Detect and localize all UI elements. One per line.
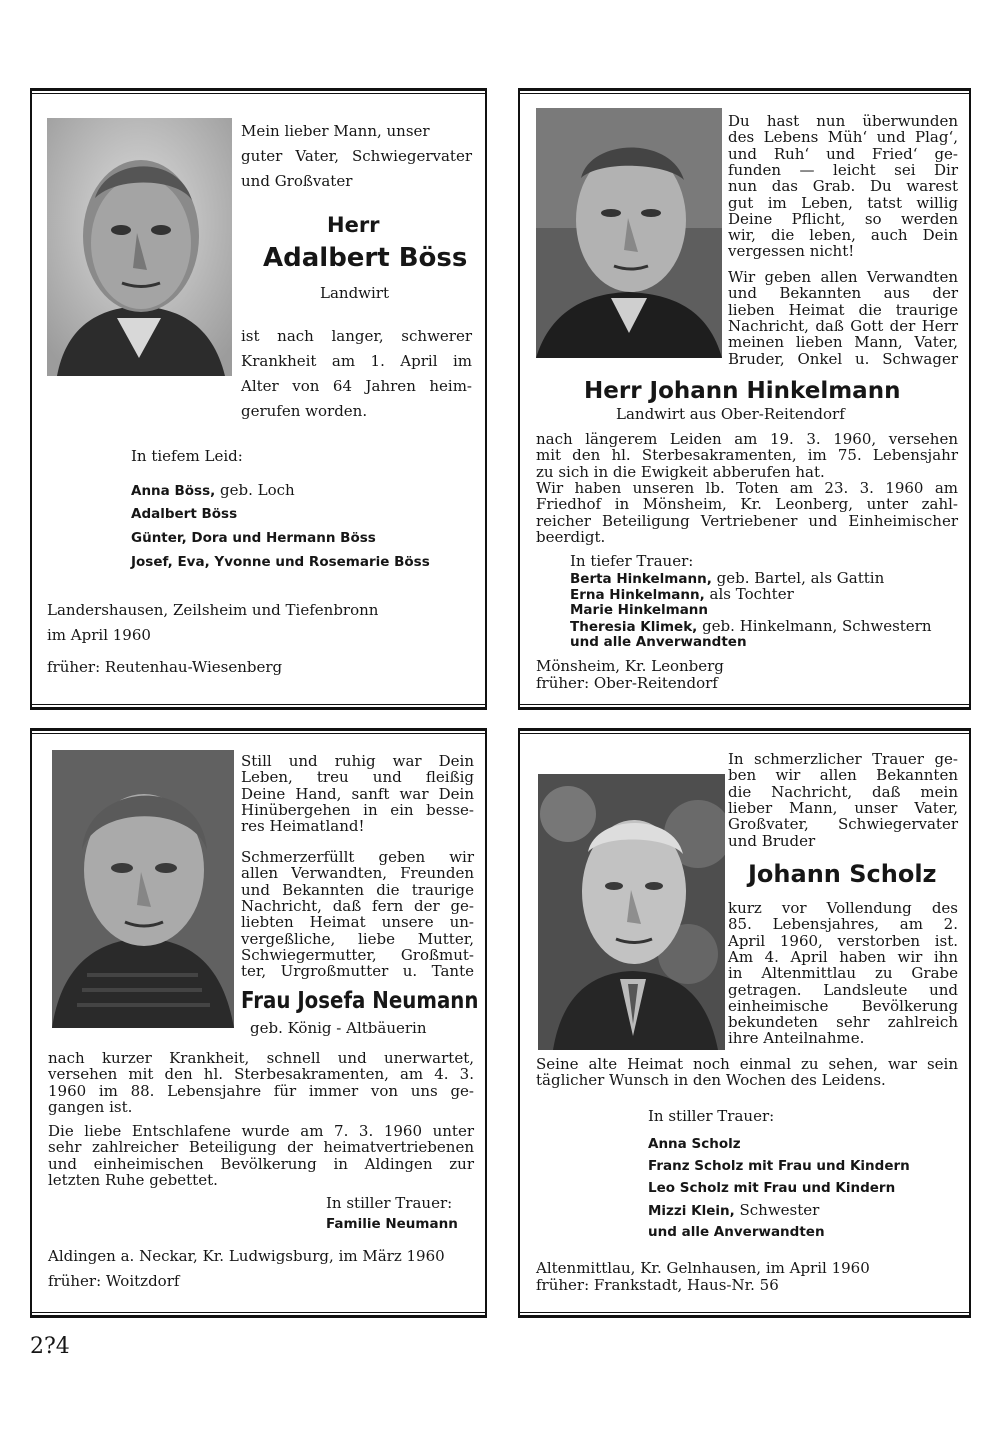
- date: im April 1960: [47, 626, 151, 644]
- body-line-1: nach längerem Leiden am 19. 3. 1960, versehen: [536, 430, 958, 448]
- body2-line-1: Seine alte Heimat noch einmal zu sehen, war sein: [536, 1055, 958, 1073]
- poem-line-9: vergessen nicht!: [728, 242, 855, 261]
- intro-line-6: und Bruder: [728, 831, 816, 850]
- announcement-line-3: lieben Heimat die traurige: [728, 300, 958, 319]
- portrait-photo: [536, 108, 722, 358]
- body-line-3: April 1960, verstorben ist.: [728, 931, 958, 950]
- frame-right: [969, 728, 971, 1318]
- deceased-name: Herr Johann Hinkelmann: [584, 378, 901, 404]
- announcement-line-5: meinen lieben Mann, Vater,: [728, 333, 958, 352]
- poem-line-4: Hinübergehen in ein besse-: [241, 800, 474, 819]
- announcement-line-2: allen Verwandten, Freunden: [241, 864, 474, 883]
- announcement-line-1: Schmerzerfüllt geben wir: [241, 848, 474, 866]
- frame-right: [485, 88, 487, 710]
- body-line-3: zu sich in die Ewigkeit abberufen hat.: [536, 462, 825, 481]
- intro-line-5: Großvater, Schwiegervater: [728, 815, 958, 834]
- mourner-5: und alle Anverwandten: [648, 1224, 825, 1240]
- body-line-8: bekundeten sehr zahlreich: [728, 1013, 958, 1032]
- body-line-6: getragen. Landsleute und: [728, 980, 958, 999]
- body-line-2: mit den hl. Sterbesakramenten, im 75. Lebensjahr: [536, 446, 958, 465]
- mourner-3: Günter, Dora und Hermann Böss: [131, 530, 376, 546]
- body-line-3: 1960 im 88. Lebensjahre für immer von uns ge-: [48, 1081, 474, 1100]
- place: Altenmittlau, Kr. Gelnhausen, im April 1960: [536, 1259, 870, 1277]
- grief-heading: In tiefem Leid:: [131, 447, 243, 465]
- profession: Landwirt aus Ober-Reitendorf: [616, 405, 845, 423]
- body-line-6: reicher Beteiligung Vertriebener und Einheimischer: [536, 511, 958, 530]
- poem-line-5: res Heimatland!: [241, 817, 365, 836]
- mourner-1-name: Berta Hinkelmann,: [570, 571, 712, 587]
- frame-bottom-thin: [30, 704, 487, 705]
- mourner-1: Anna Scholz: [648, 1136, 741, 1152]
- mourner-4-detail: Schwester: [734, 1201, 820, 1219]
- intro-line-1: Mein lieber Mann, unser: [241, 122, 430, 140]
- body-line-1: kurz vor Vollendung des: [728, 899, 958, 917]
- portrait-woman-icon: [52, 750, 234, 1028]
- portrait-man-icon: [47, 118, 232, 376]
- body-line-4: gerufen worden.: [241, 402, 368, 420]
- body-line-1: ist nach langer, schwerer: [241, 327, 472, 345]
- body-line-7: beerdigt.: [536, 527, 606, 546]
- mourner-2: Adalbert Böss: [131, 506, 238, 522]
- frame-bottom: [518, 1315, 971, 1318]
- frame-right: [969, 88, 971, 710]
- place: Mönsheim, Kr. Leonberg: [536, 657, 724, 675]
- announcement-line-7: Schwiegermutter, Großmut-: [241, 945, 474, 964]
- intro-line-4: lieber Mann, unser Vater,: [728, 798, 958, 817]
- frame-bottom-thin: [518, 704, 971, 705]
- frame-left: [518, 728, 520, 1318]
- grief-heading: In stiller Trauer:: [326, 1194, 453, 1212]
- grief-heading: In tiefer Trauer:: [570, 552, 694, 570]
- intro-line-3: und Großvater: [241, 172, 353, 190]
- intro-line-1: In schmerzlicher Trauer ge-: [728, 750, 958, 768]
- deceased-name: Johann Scholz: [748, 860, 937, 888]
- announcement-line-1: Wir geben allen Verwandten: [728, 268, 958, 286]
- frame-left: [30, 728, 32, 1318]
- mourner-2: Franz Scholz mit Frau und Kindern: [648, 1158, 910, 1174]
- mourner-4: Josef, Eva, Yvonne und Rosemarie Böss: [131, 554, 430, 570]
- poem-line-7: Deine Pflicht, so werden: [728, 209, 958, 228]
- body2-line-4: letzten Ruhe gebettet.: [48, 1170, 218, 1189]
- frame-right: [485, 728, 487, 1318]
- frame-bottom-thin: [30, 1312, 487, 1313]
- poem-line-6: gut im Leben, tatst willig: [728, 193, 958, 212]
- portrait-photo: [47, 118, 232, 376]
- announcement-line-4: Nachricht, daß Gott der Herr: [728, 316, 958, 335]
- body-line-4: gangen ist.: [48, 1097, 133, 1116]
- intro-line-3: die Nachricht, daß mein: [728, 782, 958, 801]
- poem-line-2: des Lebens Müh‘ und Plag‘,: [728, 128, 958, 147]
- mourner-4-detail: geb. Hinkelmann, Schwestern: [697, 617, 932, 635]
- mourner-3: Leo Scholz mit Frau und Kindern: [648, 1180, 896, 1196]
- poem-line-2: Leben, treu und fleißig: [241, 768, 474, 787]
- place: Aldingen a. Neckar, Kr. Ludwigsburg, im März 1960: [48, 1247, 445, 1265]
- announcement-line-2: und Bekannten aus der: [728, 284, 958, 303]
- frame-top-thin: [518, 93, 971, 94]
- frame-top-thin: [30, 733, 487, 734]
- poem-line-1: Still und ruhig war Dein: [241, 752, 474, 770]
- body-line-9: ihre Anteilnahme.: [728, 1029, 865, 1048]
- frame-top: [30, 728, 487, 731]
- obituary-notice-johann-scholz: [518, 728, 971, 1318]
- body-line-5: Friedhof in Mönsheim, Kr. Leonberg, unter zahl-: [536, 495, 958, 514]
- former-home: früher: Frankstadt, Haus-Nr. 56: [536, 1276, 779, 1294]
- obituary-notice-josefa-neumann: [30, 728, 487, 1318]
- frame-top: [30, 88, 487, 91]
- obituary-notice-johann-hinkelmann: [518, 88, 971, 710]
- mourner-1-detail: geb. Bartel, als Gattin: [711, 569, 885, 587]
- announcement-line-8: ter, Urgroßmutter u. Tante: [241, 962, 474, 981]
- poem-line-8: wir, die leben, auch Dein: [728, 226, 958, 245]
- salutation: Herr: [327, 213, 380, 237]
- poem-line-3: und Ruh‘ und Fried‘ ge-: [728, 144, 958, 163]
- body2-line-1: Die liebe Entschlafene wurde am 7. 3. 1960 unter: [48, 1122, 474, 1140]
- body2-line-2: täglicher Wunsch in den Wochen des Leidens.: [536, 1071, 886, 1090]
- body-line-4: Am 4. April haben wir ihn: [728, 947, 958, 966]
- frame-left: [518, 88, 520, 710]
- mourner-5: und alle Anverwandten: [570, 634, 747, 650]
- poem-line-4: funden — leicht sei Dir: [728, 160, 958, 179]
- announcement-line-5: liebten Heimat unsere un-: [241, 913, 474, 932]
- poem-line-1: Du hast nun überwunden: [728, 112, 958, 130]
- announcement-line-6: vergeßliche, liebe Mutter,: [241, 929, 474, 948]
- body-line-1: nach kurzer Krankheit, schnell und unerwartet,: [48, 1049, 474, 1067]
- intro-line-2: ben wir allen Bekannten: [728, 766, 958, 785]
- portrait-photo: [538, 774, 725, 1050]
- body-line-5: in Altenmittlau zu Grabe: [728, 964, 958, 983]
- body-line-2: Krankheit am 1. April im: [241, 352, 472, 370]
- body-line-4: Wir haben unseren lb. Toten am 23. 3. 1960 am: [536, 478, 958, 497]
- mourner-4: [648, 1202, 819, 1220]
- former-home: früher: Ober-Reitendorf: [536, 674, 718, 692]
- mourner-1-detail: geb. Loch: [215, 481, 295, 499]
- frame-top: [518, 728, 971, 731]
- deceased-name: Frau Josefa Neumann: [241, 988, 479, 1014]
- mourner-4-name: Mizzi Klein,: [648, 1203, 735, 1219]
- mourner-2-detail: als Tochter: [704, 585, 794, 603]
- poem-line-3: Deine Hand, sanft war Dein: [241, 784, 474, 803]
- frame-top-thin: [30, 93, 487, 94]
- grief-heading: In stiller Trauer:: [648, 1107, 775, 1125]
- frame-top-thin: [518, 733, 971, 734]
- announcement-line-4: Nachricht, daß fern der ge-: [241, 896, 474, 915]
- deceased-name: Adalbert Böss: [263, 243, 468, 273]
- body2-line-2: sehr zahlreicher Beteiligung der heimatvertriebenen: [48, 1138, 474, 1157]
- frame-bottom: [30, 707, 487, 710]
- body-line-2: 85. Lebensjahres, am 2.: [728, 915, 958, 934]
- mourner-1: [131, 482, 295, 500]
- place: Landershausen, Zeilsheim und Tiefenbronn: [47, 601, 379, 619]
- frame-bottom-thin: [518, 1312, 971, 1313]
- frame-top: [518, 88, 971, 91]
- former-home: früher: Reutenhau-Wiesenberg: [47, 658, 283, 676]
- frame-left: [30, 88, 32, 710]
- poem-line-5: nun das Grab. Du warest: [728, 177, 958, 196]
- body-line-7: einheimische Bevölkerung: [728, 996, 958, 1015]
- former-home: früher: Woitzdorf: [48, 1272, 180, 1290]
- portrait-photo: [52, 750, 234, 1028]
- mourner-3: Marie Hinkelmann: [570, 602, 709, 618]
- frame-bottom: [518, 707, 971, 710]
- mourner-4-name: Theresia Klimek,: [570, 619, 698, 635]
- frame-bottom: [30, 1315, 487, 1318]
- announcement-line-3: und Bekannten die traurige: [241, 880, 474, 899]
- obituary-notice-adalbert-boess: [30, 88, 487, 710]
- portrait-man-icon: [536, 108, 722, 358]
- portrait-man-icon: [538, 774, 725, 1050]
- intro-line-2: guter Vater, Schwiegervater: [241, 147, 472, 165]
- origin: geb. König - Altbäuerin: [250, 1019, 427, 1037]
- body-line-2: versehen mit den hl. Sterbesakramenten, am 4. 3.: [48, 1065, 474, 1084]
- body-line-3: Alter von 64 Jahren heim-: [241, 377, 472, 395]
- mourner-2-name: Erna Hinkelmann,: [570, 587, 705, 603]
- profession: Landwirt: [320, 284, 390, 302]
- mourner-1-name: Anna Böss,: [131, 483, 216, 499]
- family: Familie Neumann: [326, 1216, 458, 1232]
- announcement-line-6: Bruder, Onkel u. Schwager: [728, 349, 958, 368]
- body2-line-3: und einheimischen Bevölkerung in Aldingen zur: [48, 1154, 474, 1173]
- page-number: 2?4: [30, 1334, 70, 1359]
